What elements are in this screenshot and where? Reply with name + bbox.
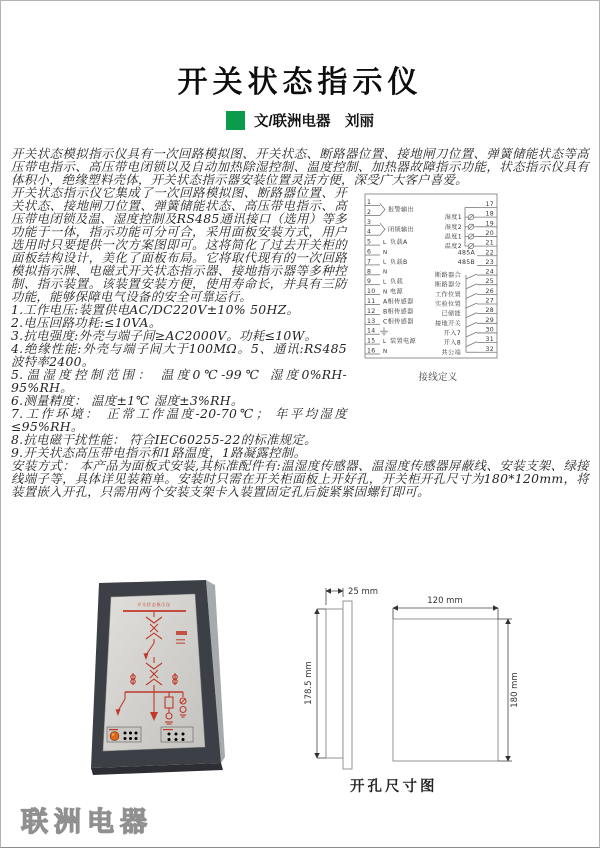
wiring-terminal-label: 485A [457,249,475,257]
spec-item: 1.工作电压:装置供电AC/DC220V±10% 50HZ。 [11,302,300,317]
wiring-terminal-label: N [383,249,388,256]
wiring-diagram-caption: 接线定义 [418,372,458,383]
wiring-terminal-number: 26 [485,287,494,295]
panel-logo-mark [176,631,187,635]
wiring-terminal-number: 25 [485,278,494,286]
wiring-terminal-label: 装置电源 [390,338,416,346]
wiring-terminal-label: C相传感器 [383,318,414,326]
wiring-terminal-number: 6 [367,248,372,256]
wiring-terminal-label: 温度2 [444,243,462,251]
wiring-terminal-number: 17 [485,201,494,208]
wiring-terminal-number: 32 [485,345,494,353]
wiring-terminal-label: 接地开关 [435,320,461,328]
wiring-terminal-label: 负载 [390,278,403,286]
wiring-terminal-label: 工作位置 [435,291,461,299]
wiring-terminal-label: 共公端 [441,349,461,357]
dimension-drawing-caption: 开孔尺寸图 [350,779,438,795]
wiring-terminal-number: 10 [367,288,376,296]
wiring-terminal-label: 485B [457,258,475,266]
wiring-terminal-label: 报警输出 [388,206,414,214]
wiring-terminal-label: 温度1 [444,233,462,241]
wiring-terminal-label: 已储能 [441,310,461,318]
wiring-contact-symbol [380,223,385,235]
spec-item: 4.绝缘性能:外壳与端子间大于100MΩ。5、通讯:RS485 波特率2400。 [11,341,347,369]
wiring-terminal-label: L [383,279,387,286]
wiring-terminal-number: 29 [485,316,494,324]
wiring-terminal-label: L [383,239,387,246]
panel-control-cluster [107,727,141,742]
wiring-terminal-number: 20 [485,229,494,237]
wiring-terminal-number: 12 [367,307,376,315]
wiring-terminal-label: 开入8 [443,339,461,347]
wiring-line [466,342,477,347]
wiring-line [466,313,477,318]
wiring-terminal-number: 15 [367,337,376,345]
wiring-line [466,293,477,298]
wiring-terminal-label: 实验位置 [435,301,461,308]
cutout-width-dimension-label: 120 mm [427,596,463,606]
front-view-cutout [393,619,498,761]
intro-paragraph-2: 开关状态指示仪它集成了一次回路模拟图、断路器位置、开关状态、接地闸刀位置、弹簧储能状态、高压带电指示、高压带电闭锁及温、湿度控制及RS485通讯接口（选用）等多功能于一体，指示功能可分可合，采用面板安装方式，用户选用时只要提供一次方案图即可。这将简化了过去开关柜的面板结构设计，美化了面板布局。它将取代现有的一次回路模拟指示牌、电磁式开关状态指示器、接地指示器等多种控制、指示装置。该装置安装方便，使用寿命长，并具有三防功能，能够保障电气设备的安全可靠运行。 [11,185,347,304]
wiring-terminal-number: 1 [367,199,372,206]
wiring-terminal-number: 23 [485,258,494,266]
spec-item: 5.温湿度控制范围： 温度0℃-99℃ 湿度0%RH-95%RH。 [11,367,347,395]
wiring-terminal-label: 开入7 [443,329,461,337]
wiring-terminal-label: 湿度1 [444,214,462,222]
wiring-terminal-number: 28 [485,307,494,315]
wiring-terminal-label: L [383,259,387,266]
panel-power-button [110,732,119,741]
wiring-terminal-number: 8 [367,268,372,276]
wiring-terminal-number: 14 [367,327,376,335]
wiring-terminal-label: 湿度2 [444,223,462,231]
wiring-terminal-number: 4 [367,228,372,236]
wiring-line [466,303,477,308]
byline-green-square-icon [226,111,245,130]
byline [1,110,599,131]
product-photo-svg [83,575,228,780]
wiring-terminal-number: 19 [485,220,494,228]
installation-note: 安装方式： 本产品为面板式安装,其标准配件有:温湿度传感器、温湿度传感器屏蔽线、安装支架、绿接线端子等，具体详见装箱单。安装时只需在开关柜面板上开好孔，开关柜开孔尺寸为180*120mm，将装置嵌入开孔，只需用两个安装支架卡入装置固定孔后旋紧紧固螺钉即可。 [11,458,589,499]
wiring-terminal-label: 闭锁输出 [388,226,414,234]
product-photo [83,575,228,784]
wiring-terminal-label: L [383,338,387,345]
wiring-terminal-number: 24 [485,268,494,276]
dimension-drawing-svg [297,579,547,794]
spec-item: 8.抗电磁干扰性能： 符合IEC60255-22的标准规定。 [11,432,317,447]
side-view-flange [343,601,352,769]
wiring-terminal-number: 21 [485,239,494,247]
wiring-terminal-number: 27 [485,297,494,305]
wiring-terminal-number: 7 [367,258,372,266]
wiring-terminal-label: B相传感器 [383,308,414,316]
spec-item: 6.测量精度： 温度±1℃ 湿度±3%RH。 [11,393,244,408]
wiring-terminal-label: 负载B [390,258,408,266]
wiring-terminal-label: 断路器合 [435,272,461,280]
wiring-terminal-number: 5 [367,238,372,246]
side-view-body [326,609,343,758]
wiring-terminal-number: 3 [367,218,372,226]
panel-title-text: 开关状态指示仪 [137,602,171,607]
wiring-terminal-label: 断路器分 [435,281,461,289]
wiring-terminal-number: 30 [485,326,494,334]
dimension-drawing [297,579,547,798]
wiring-terminal-number: 13 [367,317,376,325]
spec-item: 2.电压回路功耗:≤10VA。 [11,315,162,330]
article-body [11,147,589,498]
wiring-terminal-number: 22 [485,249,494,257]
wiring-diagram [355,188,589,384]
intro-paragraph-1: 开关状态模拟指示仪具有一次回路模拟图、开关状态、断路器位置、接地闸刀位置、弹簧储能状态等高压带电指示、高压带电闭锁以及自动加热除湿控制、温度控制、加热器故障指示功能，状态指示仪具有体积小，绝缘塑料壳体，开关状态指示器安装位置灵活方便，深受广大客户喜爱。 [11,146,589,187]
spec-item: 9.开关状态高压带电指示和1路温度，1路凝露控制。 [11,445,307,460]
wiring-terminal-label: 负载A [390,239,408,247]
wiring-terminal-label: 电源 [390,288,403,296]
wiring-terminal-number: 31 [485,336,494,344]
wiring-terminal-number: 18 [485,210,494,218]
depth-dimension-label: 25 mm [348,587,379,597]
footer-watermark: 联洲电器 [21,807,153,837]
wiring-diagram-svg [355,188,589,366]
wiring-line [466,332,477,337]
wiring-terminal-number: 9 [367,278,372,286]
wiring-terminal-label: A相传感器 [383,298,414,306]
wiring-line [466,274,477,279]
wiring-line [466,284,477,289]
spec-item: 7.工作环境： 正常工作温度-20-70℃； 年平均湿度≤95%RH。 [11,406,347,434]
wiring-terminal-number: 11 [367,298,376,305]
wiring-terminal-number: 2 [367,208,372,216]
flange-height-dimension-label: 178.5 mm [304,661,314,705]
byline-text: 文/联洲电器 刘丽 [253,114,375,130]
wiring-line [466,322,477,327]
wiring-terminal-label: N [383,348,388,355]
wiring-terminal-label: N [383,269,388,276]
wiring-terminal-number: 16 [367,347,376,355]
panel-indicator-cluster [161,727,193,742]
wiring-contact-symbol [380,204,385,216]
wiring-terminal-label: N [383,289,388,296]
spec-item: 3.抗电强度:外壳与端子间≥AC2000V。功耗≤10W。 [11,328,318,343]
page-title: 开关状态指示仪 [177,66,423,99]
cutout-height-dimension-label: 180 mm [510,672,520,708]
